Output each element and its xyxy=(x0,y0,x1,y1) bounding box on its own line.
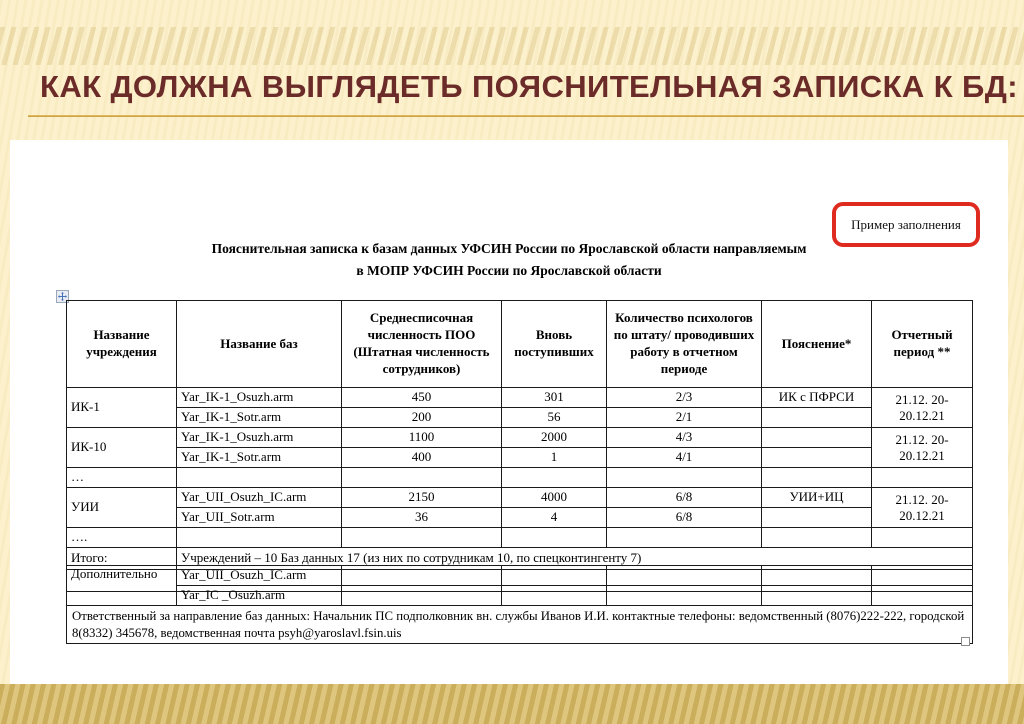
staff-count-cell: 2150 xyxy=(342,488,502,508)
additional-label-cell: Дополнительно xyxy=(67,566,177,606)
institution-cell: ИК-1 xyxy=(67,388,177,428)
base-cell: Yar_UII_Osuzh_IC.arm xyxy=(177,566,342,586)
empty-cell xyxy=(872,468,973,488)
psychologists-cell: 4/3 xyxy=(607,428,762,448)
column-header-psychologists: Количество психологов по штату/ проводивших работу в отчетном периоде xyxy=(607,301,762,388)
ellipsis-row xyxy=(67,468,973,488)
base-cell: Yar_IK-1_Osuzh.arm xyxy=(177,388,342,408)
empty-cell xyxy=(502,566,607,586)
table-resize-handle[interactable] xyxy=(961,637,970,646)
document-heading xyxy=(10,238,1008,281)
title-underline xyxy=(28,115,1024,117)
column-header-note: Пояснение* xyxy=(762,301,872,388)
table-row xyxy=(67,428,973,448)
empty-cell xyxy=(502,468,607,488)
empty-cell xyxy=(607,468,762,488)
psychologists-cell: 2/3 xyxy=(607,388,762,408)
note-cell: УИИ+ИЦ xyxy=(762,488,872,508)
top-texture-band xyxy=(0,27,1024,65)
note-cell: ИК с ПФРСИ xyxy=(762,388,872,408)
base-cell: Yar_IC _Osuzh.arm xyxy=(177,586,342,606)
note-cell xyxy=(762,408,872,428)
table-row xyxy=(67,388,973,408)
stamp-label: Пример заполнения xyxy=(851,216,961,232)
staff-count-cell: 200 xyxy=(342,408,502,428)
table-header-row xyxy=(67,301,973,388)
psychologists-cell: 2/1 xyxy=(607,408,762,428)
ellipsis-cell: …. xyxy=(67,528,177,548)
empty-cell xyxy=(607,566,762,586)
empty-cell xyxy=(872,528,973,548)
empty-cell xyxy=(762,586,872,606)
base-cell: Yar_UII_Osuzh_IC.arm xyxy=(177,488,342,508)
empty-cell xyxy=(342,468,502,488)
document-page xyxy=(10,140,1008,684)
page-title: КАК ДОЛЖНА ВЫГЛЯДЕТЬ ПОЯСНИТЕЛЬНАЯ ЗАПИСКА К БД: xyxy=(40,69,1018,104)
empty-cell xyxy=(177,468,342,488)
base-cell: Yar_IK-1_Sotr.arm xyxy=(177,448,342,468)
staff-count-cell: 36 xyxy=(342,508,502,528)
newcomers-cell: 4000 xyxy=(502,488,607,508)
base-cell: Yar_IK-1_Sotr.arm xyxy=(177,408,342,428)
column-header-newcomers: Вновь поступивших xyxy=(502,301,607,388)
period-cell: 21.12. 20- 20.12.21 xyxy=(872,488,973,528)
ellipsis-cell: … xyxy=(67,468,177,488)
newcomers-cell: 4 xyxy=(502,508,607,528)
column-header-bases: Название баз xyxy=(177,301,342,388)
additional-row xyxy=(67,586,973,606)
empty-cell xyxy=(177,528,342,548)
document-heading-line2: в МОПР УФСИН России по Ярославской области xyxy=(356,262,662,278)
newcomers-cell: 2000 xyxy=(502,428,607,448)
empty-cell xyxy=(502,586,607,606)
bottom-gold-band xyxy=(0,684,1024,724)
table-row xyxy=(67,508,973,528)
empty-cell xyxy=(762,566,872,586)
explanatory-note-table xyxy=(66,300,973,592)
newcomers-cell: 1 xyxy=(502,448,607,468)
column-header-institution: Название учреждения xyxy=(67,301,177,388)
empty-cell xyxy=(872,586,973,606)
note-cell xyxy=(762,428,872,448)
newcomers-cell: 301 xyxy=(502,388,607,408)
empty-cell xyxy=(607,586,762,606)
document-heading-line1: Пояснительная записка к базам данных УФСИН России по Ярославской области направляемым xyxy=(211,241,807,256)
table-row xyxy=(67,448,973,468)
institution-cell: УИИ xyxy=(67,488,177,528)
column-header-staff-count: Среднесписочная численность ПОО (Штатная численность сотрудников) xyxy=(342,301,502,388)
note-cell xyxy=(762,508,872,528)
table-row xyxy=(67,408,973,428)
period-cell: 21.12. 20- 20.12.21 xyxy=(872,388,973,428)
empty-cell xyxy=(762,468,872,488)
base-cell: Yar_IK-1_Osuzh.arm xyxy=(177,428,342,448)
additional-row xyxy=(67,566,973,586)
table-row xyxy=(67,488,973,508)
institution-cell: ИК-10 xyxy=(67,428,177,468)
newcomers-cell: 56 xyxy=(502,408,607,428)
psychologists-cell: 6/8 xyxy=(607,508,762,528)
totals-label-cell: Итого: xyxy=(67,548,177,570)
empty-cell xyxy=(342,566,502,586)
staff-count-cell: 400 xyxy=(342,448,502,468)
responsible-note-cell: Ответственный за направление баз данных: Начальник ПС подполковник вн. службы Иванов И.И. контактные телефоны: ведомственный (8076)222-222, городской 8(8332) 345678, ведомственная почта psyh@yaroslavl.fsin.uis xyxy=(67,606,973,644)
empty-cell xyxy=(342,528,502,548)
staff-count-cell: 450 xyxy=(342,388,502,408)
period-cell: 21.12. 20- 20.12.21 xyxy=(872,428,973,468)
responsible-row xyxy=(67,606,973,644)
staff-count-cell: 1100 xyxy=(342,428,502,448)
empty-cell xyxy=(502,528,607,548)
base-cell: Yar_UII_Sotr.arm xyxy=(177,508,342,528)
empty-cell xyxy=(872,566,973,586)
empty-cell xyxy=(607,528,762,548)
additional-table xyxy=(66,565,973,644)
empty-cell xyxy=(342,586,502,606)
psychologists-cell: 6/8 xyxy=(607,488,762,508)
note-cell xyxy=(762,448,872,468)
totals-text-cell: Учреждений – 10 Баз данных 17 (из них по сотрудникам 10, по спецконтингенту 7) xyxy=(177,548,973,570)
ellipsis-row xyxy=(67,528,973,548)
column-header-period: Отчетный период ** xyxy=(872,301,973,388)
psychologists-cell: 4/1 xyxy=(607,448,762,468)
empty-cell xyxy=(762,528,872,548)
